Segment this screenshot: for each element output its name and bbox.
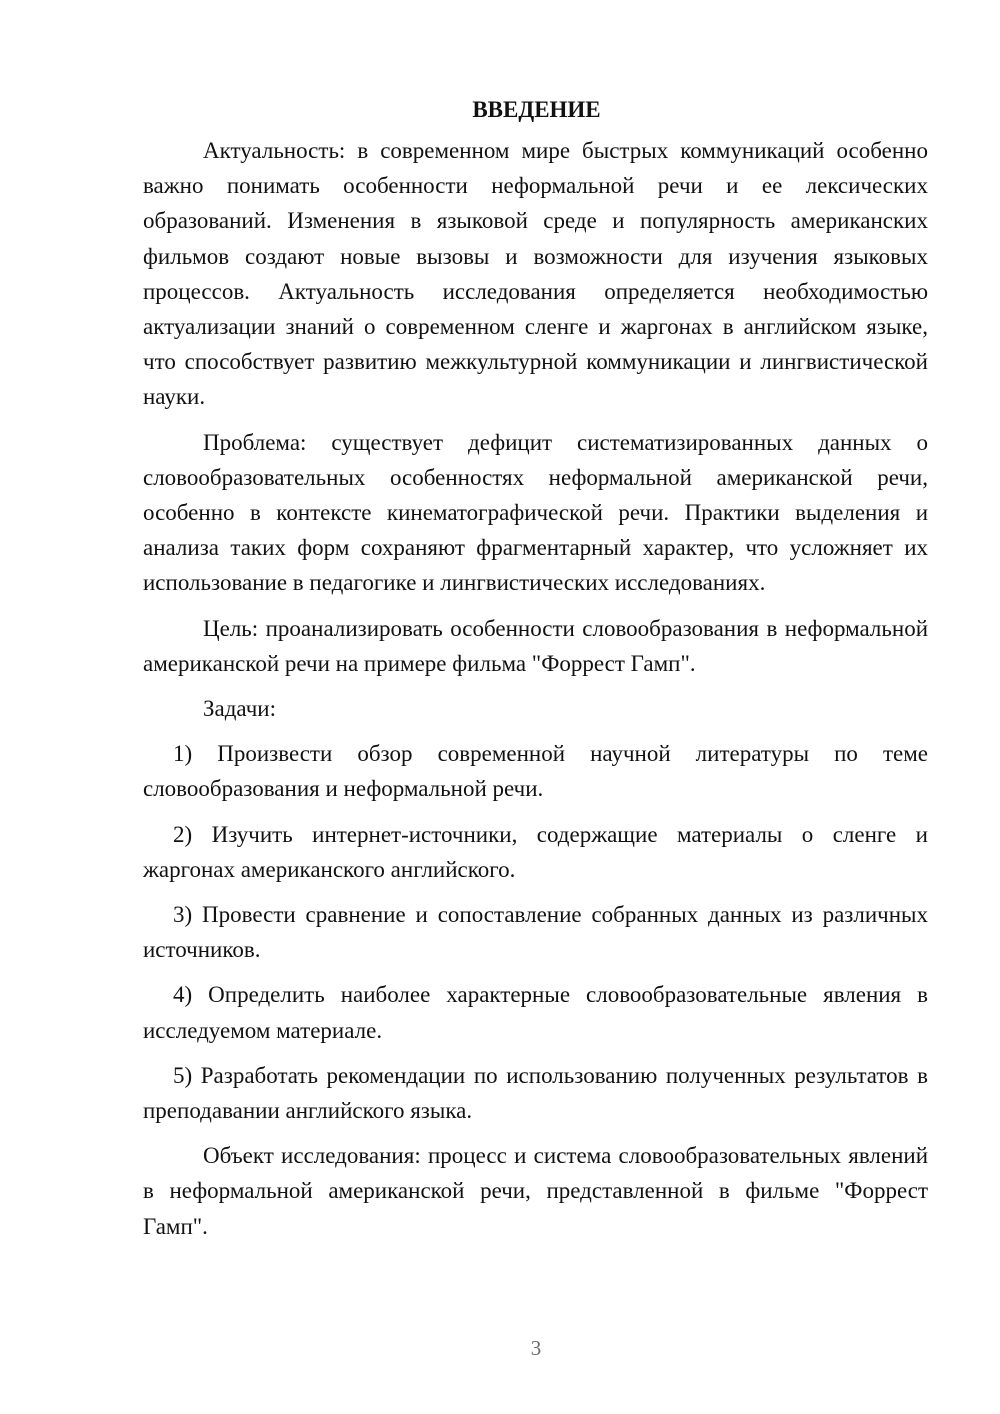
page-number: 3 <box>530 1336 542 1360</box>
page-content <box>143 92 928 1254</box>
task-item-5: 5) Разработать рекомендации по использованию полученных результатов в преподавании английского языка. <box>143 1062 928 1124</box>
task-item-4: 4) Определить наиболее характерные словообразовательные явления в исследуемом материале. <box>143 982 928 1043</box>
paragraph-goal: Цель: проанализировать особенности словообразования в неформальной американской речи на примере фильма "Форрест Гамп". <box>143 615 928 676</box>
paragraph-problem: Проблема: существует дефицит систематизированных данных о словообразовательных особенностях неформальной американской речи, особенно в контексте кинематографической речи. Практики выделения и анализа таких форм сохраняют фрагментарный характер, что усложняет их использование в педагогике и лингвистических исследованиях. <box>143 429 928 596</box>
paragraph-object: Объект исследования: процесс и система словообразовательных явлений в неформальной американской речи, представленной в фильме "Форрест Гамп". <box>143 1143 928 1239</box>
task-item-1: 1) Произвести обзор современной научной литературы по теме словообразования и неформальной речи. <box>143 741 928 802</box>
section-heading: ВВЕДЕНИЕ <box>472 97 601 122</box>
task-item-3: 3) Провести сравнение и сопоставление собранных данных из различных источников. <box>143 902 928 963</box>
paragraph-tasks-label: Задачи: <box>203 696 276 722</box>
paragraph-relevance: Актуальность: в современном мире быстрых коммуникаций особенно важно понимать особенности неформальной речи и ее лексических образований. Изменения в языковой среде и популярность американских фильмов создают новые вызовы и возможности для изучения языковых процессов. Актуальность исследования определяется необходимостью актуализации знаний о современном сленге и жаргонах в английском языке, что способствует развитию межкультурной коммуникации и лингвистической науки. <box>143 138 928 410</box>
task-item-2: 2) Изучить интернет-источники, содержащие материалы о сленге и жаргонах американского английского. <box>143 821 928 882</box>
